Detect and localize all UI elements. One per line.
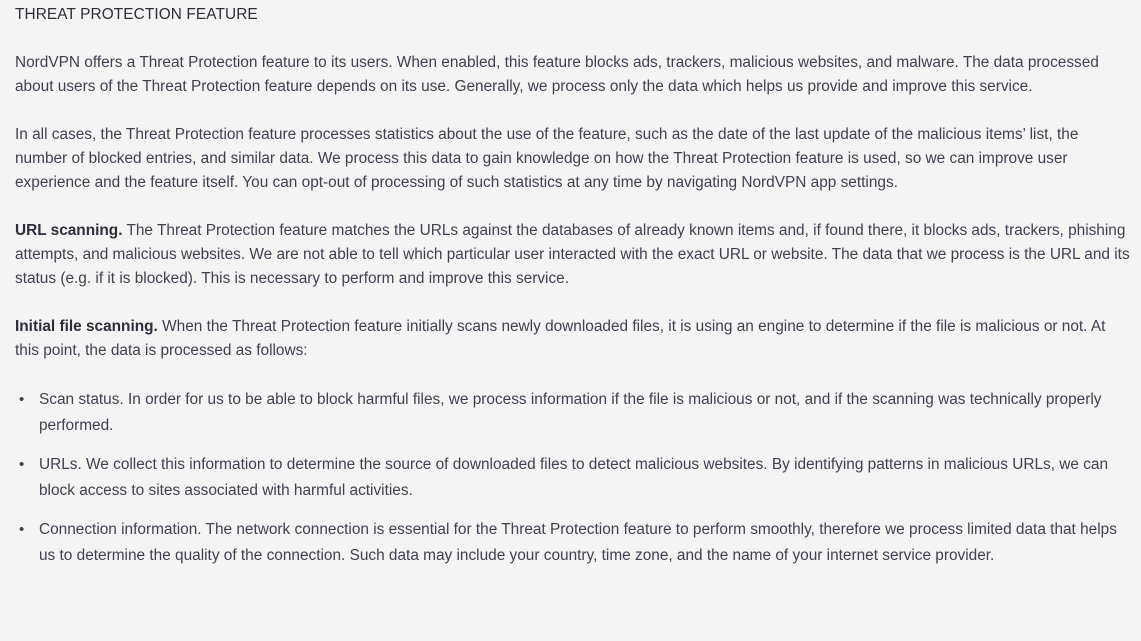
list-item-text: URLs. We collect this information to determine the source of downloaded files to detect malicious websites. By identifying patterns in malicious URLs, we can block access to sites associated with harmful activities. (39, 456, 1109, 499)
url-scanning-paragraph (15, 219, 1133, 291)
intro-paragraph: NordVPN offers a Threat Protection feature to its users. When enabled, this feature blocks ads, trackers, malicious websites, and malware. The data processed about users of the Threat Protection feature depends on its use. Generally, we process only the data which helps us provide and improve this service. (15, 54, 1099, 95)
data-processing-list (15, 387, 1133, 569)
list-item (15, 517, 1133, 569)
url-scanning-lead: URL scanning. (15, 222, 123, 239)
list-item (15, 387, 1133, 439)
file-scanning-lead: Initial file scanning. (15, 318, 158, 335)
url-scanning-text: The Threat Protection feature matches the URLs against the databases of already known items and, if found there, it blocks ads, trackers, phishing attempts, and malicious websites. We are not able to tell which particular user interacted with the exact URL or website. The data that we process is the URL and its status (e.g. if it is blocked). This is necessary to perform and improve this service. (15, 222, 1130, 287)
bullet-icon: • (19, 391, 25, 408)
statistics-paragraph: In all cases, the Threat Protection feature processes statistics about the use of the feature, such as the date of the last update of the malicious items’ list, the number of blocked entries, and similar data. We process this data to gain knowledge on how the Threat Protection feature is used, so we can improve user experience and the feature itself. You can opt-out of processing of such statistics at any time by navigating NordVPN app settings. (15, 126, 1079, 191)
list-item-text: Scan status. In order for us to be able to block harmful files, we process information if the file is malicious or not, and if the scanning was technically properly performed. (39, 391, 1102, 434)
bullet-icon: • (19, 521, 25, 538)
bullet-icon: • (19, 456, 25, 473)
file-scanning-text: When the Threat Protection feature initially scans newly downloaded files, it is using an engine to determine if the file is malicious or not. At this point, the data is processed as follows: (15, 318, 1106, 359)
file-scanning-paragraph (15, 315, 1133, 363)
list-item (15, 452, 1133, 504)
section-title: THREAT PROTECTION FEATURE (15, 6, 258, 23)
list-item-text: Connection information. The network connection is essential for the Threat Protection feature to perform smoothly, therefore we process limited data that helps us to determine the quality of the connection. Such data may include your country, time zone, and the name of your internet service provider. (39, 521, 1117, 564)
